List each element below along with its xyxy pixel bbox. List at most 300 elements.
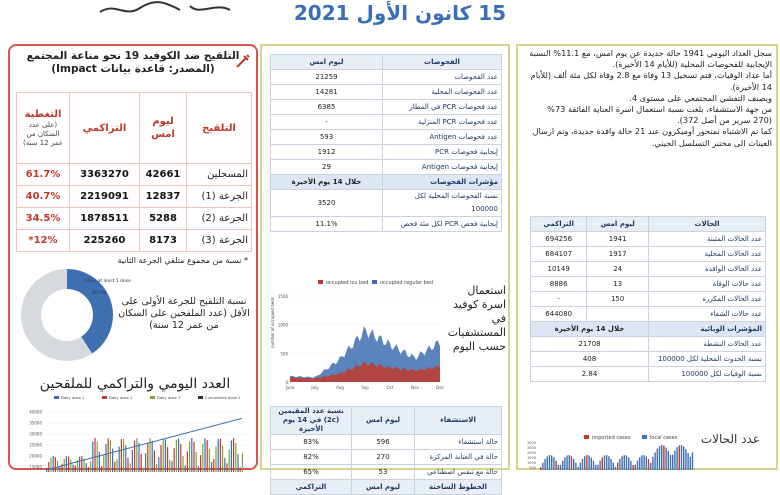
indicators-header: مؤشرات الفحوصات — [383, 175, 502, 190]
daily-bar — [665, 448, 666, 470]
col-header: ليوم امس — [271, 55, 383, 70]
daily-bar — [189, 441, 190, 472]
row-label: الجرعة (2) — [187, 208, 252, 230]
daily-bar — [577, 467, 578, 470]
daily-bar — [566, 455, 567, 470]
daily-bar — [163, 439, 164, 472]
daily-bar — [639, 457, 640, 470]
daily-bar — [108, 438, 109, 472]
cell-value: 2.84 — [531, 367, 649, 382]
x-tick-label: Nov — [411, 385, 419, 390]
cell-today — [587, 307, 649, 322]
daily-cases-plot — [522, 430, 702, 470]
daily-bar — [165, 439, 166, 472]
y-tick-label: 500 — [529, 466, 536, 470]
y-tick-label: 25000 — [29, 442, 42, 448]
cell-value: 1912 — [271, 145, 383, 160]
daily-bar — [204, 438, 205, 472]
legend-label: Daily dose 1 — [61, 395, 85, 400]
x-tick-label: July — [311, 385, 319, 390]
daily-bar — [613, 463, 614, 470]
table-row — [17, 208, 252, 230]
y-tick-label: 3000 — [527, 441, 536, 445]
daily-bar — [555, 461, 556, 470]
daily-bar — [595, 465, 596, 470]
daily-bar — [176, 440, 177, 472]
col-header: التراكمي — [70, 93, 140, 164]
daily-bar — [648, 459, 649, 470]
table-row — [531, 247, 766, 262]
cell-today: 13 — [587, 277, 649, 292]
row-label: الجرعة (3) — [187, 230, 252, 252]
y-tick-label: 20000 — [29, 453, 42, 459]
row-label: عدد الحالات النشطة — [649, 337, 766, 352]
daily-bar — [224, 458, 225, 472]
table-row — [271, 70, 502, 85]
legend-label: Daily dose 3 — [157, 395, 181, 400]
daily-bar — [215, 446, 216, 472]
table-row — [531, 307, 766, 322]
table-row — [271, 100, 502, 115]
summary-paragraph: من جهة الاستشفاء، بلغت نسبة استعمال اسرة العناية الفائقة 73% (270 سرير من أصل 372). — [547, 104, 772, 126]
vaccination-table — [16, 92, 252, 252]
indicators-header-row — [531, 322, 766, 337]
y-tick-label: 30000 — [29, 431, 42, 437]
page-title: 15 كانون الأول 2021 — [293, 1, 507, 25]
daily-bar — [207, 440, 208, 472]
table-row — [531, 262, 766, 277]
col-header: التلقيح — [187, 93, 252, 164]
cell-today: 42661 — [140, 164, 187, 186]
cell-coverage: 34.5% — [17, 208, 70, 230]
cell-total: 684107 — [531, 247, 587, 262]
daily-bar — [191, 438, 192, 472]
row-label: عدد الحالات الوافدة — [649, 262, 766, 277]
daily-bar — [558, 465, 559, 470]
daily-bar — [542, 463, 543, 470]
daily-bar — [48, 462, 49, 472]
daily-bar — [687, 453, 688, 470]
daily-bar — [92, 442, 93, 472]
daily-bar — [220, 439, 221, 472]
daily-bar — [182, 456, 183, 472]
daily-bar — [657, 449, 658, 470]
col-header: الفحوصات — [383, 55, 502, 70]
donut-label: 12y+ at least 1 dose — [84, 279, 131, 284]
daily-bar — [198, 466, 199, 472]
daily-bar — [637, 461, 638, 470]
daily-bar — [79, 457, 80, 472]
table-row — [531, 292, 766, 307]
daily-bar — [619, 459, 620, 470]
legend-swatch — [198, 396, 203, 399]
daily-bar — [606, 455, 607, 470]
daily-bar — [588, 455, 589, 470]
row-label: نسبة الوفيات لكل 100000 — [649, 367, 766, 382]
daily-bar — [50, 458, 51, 472]
daily-bar — [540, 467, 541, 470]
y-tick-label: 1000 — [277, 322, 288, 328]
y-tick-label: 0 — [285, 380, 288, 385]
daily-bar — [105, 444, 106, 472]
legend-label: occupied regular bed — [380, 280, 434, 286]
daily-bar — [130, 464, 131, 472]
daily-bar — [608, 456, 609, 470]
daily-bar — [81, 456, 82, 472]
cell-coverage: 12%* — [17, 230, 70, 252]
row-label: إيجابية فحوصات Antigen — [383, 160, 502, 175]
cell-today: 8173 — [140, 230, 187, 252]
daily-bar — [597, 465, 598, 470]
daily-bar — [231, 441, 232, 472]
cell-total: 8886 — [531, 277, 587, 292]
row-label: الجرعة (1) — [187, 186, 252, 208]
cell-value: 408 — [531, 352, 649, 367]
coverage-note: (على عدد السكان من عمر 12 سنة) — [23, 121, 63, 147]
daily-bar — [226, 463, 227, 472]
col-header-coverage — [17, 93, 70, 164]
daily-bar — [222, 446, 223, 472]
summary-text — [528, 48, 772, 149]
legend-swatch — [318, 280, 323, 284]
y-tick-label: 1500 — [527, 456, 536, 460]
daily-bar — [209, 449, 210, 472]
vaccination-panel — [8, 44, 258, 470]
daily-bar — [672, 455, 673, 470]
col-header: الاستشفاء — [415, 407, 502, 435]
row-label: نسبة الحدوث المحلية لكل 100000 — [649, 352, 766, 367]
daily-bar — [53, 456, 54, 472]
cell-total: 694256 — [531, 232, 587, 247]
row-label: عدد الحالات المكررة — [649, 292, 766, 307]
col-header: ليوم امس — [140, 93, 187, 164]
daily-bar — [103, 455, 104, 472]
daily-bar — [55, 457, 56, 472]
legend-label: imported cases — [592, 435, 631, 441]
daily-bar — [86, 463, 87, 472]
daily-bar — [617, 463, 618, 470]
daily-bar — [615, 467, 616, 470]
col-header: ليوم امس — [587, 217, 649, 232]
table-row — [271, 435, 502, 450]
table-row — [271, 450, 502, 465]
daily-bar — [160, 445, 161, 472]
daily-bar — [143, 468, 144, 472]
col-header: التراكمي — [271, 480, 352, 495]
daily-bar — [121, 439, 122, 472]
cell-value: 6385 — [271, 100, 383, 115]
cell-pct: 83% — [271, 435, 352, 450]
col-header: ليوم امس — [352, 407, 415, 435]
legend-swatch — [642, 435, 647, 439]
row-label: عدد الحالات المثبتة — [649, 232, 766, 247]
y-ticks — [29, 410, 250, 470]
x-ticks — [285, 385, 444, 390]
daily-bar — [593, 461, 594, 470]
daily-bar — [154, 450, 155, 472]
cell-today: 1917 — [587, 247, 649, 262]
daily-bar — [145, 453, 146, 472]
cell-today: 150 — [587, 292, 649, 307]
daily-bar — [99, 452, 100, 472]
row-label: عدد الفحوصات المحلية — [383, 85, 502, 100]
daily-bar — [167, 447, 168, 472]
daily-bar — [59, 466, 60, 472]
series — [290, 326, 440, 382]
cell-value: - — [271, 115, 383, 130]
row-label: عدد حالات الشفاء — [649, 307, 766, 322]
cell-total: 2219091 — [70, 186, 140, 208]
daily-bar — [580, 463, 581, 470]
summary-paragraph: ويصنف التفشي المجتمعي على مستوى 4. — [629, 92, 772, 103]
daily-bar — [643, 455, 644, 470]
daily-bar — [213, 459, 214, 472]
daily-bar — [75, 465, 76, 472]
daily-bars — [540, 445, 693, 470]
dose1-donut-chart — [22, 270, 131, 360]
calligraphy-decoration — [90, 0, 240, 20]
legend-label: Daily dose 2 — [109, 395, 133, 400]
daily-bar — [630, 461, 631, 470]
row-label: حالة في العناية المركزة — [415, 450, 502, 465]
daily-bar — [582, 459, 583, 470]
daily-bar — [641, 455, 642, 470]
y-tick-label: 2000 — [527, 451, 536, 455]
table-row — [271, 130, 502, 145]
indicators-header: المؤشرات الوبائية — [649, 322, 766, 337]
cell-value: 21259 — [271, 70, 383, 85]
daily-bar — [591, 457, 592, 470]
table-row — [271, 160, 502, 175]
daily-bar — [659, 446, 660, 470]
vaccination-footnote: * نسبة من مجموع متلقي الجرعة الثانية — [117, 256, 248, 265]
daily-bar — [70, 460, 71, 472]
daily-bar — [626, 456, 627, 470]
daily-bar — [575, 463, 576, 470]
daily-bar — [132, 450, 133, 472]
cases-table — [530, 216, 766, 382]
daily-bar — [180, 444, 181, 472]
daily-bar — [685, 449, 686, 470]
row-label: عدد فحوصات Antigen — [383, 130, 502, 145]
daily-bar — [110, 440, 111, 472]
cell-coverage: 40.7% — [17, 186, 70, 208]
cell-today: 596 — [352, 435, 415, 450]
daily-bar — [549, 455, 550, 470]
table-row — [531, 367, 766, 382]
cases-panel — [516, 44, 778, 470]
table-row — [17, 164, 252, 186]
cell-total: 10149 — [531, 262, 587, 277]
row-label: عدد فحوصات PCR المنزلية — [383, 115, 502, 130]
x-tick-label: Oct — [386, 385, 394, 390]
cell-pct: 82% — [271, 450, 352, 465]
daily-cases-caption: عدد الحالات — [700, 432, 760, 446]
row-label: نسبة الفحوصات المحلية لكل 100000 — [383, 190, 502, 217]
cell-total: 225260 — [70, 230, 140, 252]
table-row — [271, 145, 502, 160]
col-header: نسبة عدد المقيمين (2c) في 14 يوم الأخيرة — [271, 407, 352, 435]
table-row — [17, 186, 252, 208]
chart-legend — [54, 395, 241, 400]
daily-bar — [196, 452, 197, 472]
x-tick-label: June — [285, 385, 295, 390]
daily-bar — [158, 457, 159, 472]
cell-today: 24 — [587, 262, 649, 277]
daily-cases-chart — [522, 430, 776, 470]
daily-bar — [235, 443, 236, 472]
legend-swatch — [372, 280, 377, 284]
pie-caption: نسبة التلقيح للجرعة الأولى على الأقل (عدد الملقحين على السكان من عمر 12 سنة) — [118, 296, 250, 331]
daily-bar — [624, 455, 625, 470]
daily-bar — [602, 457, 603, 470]
daily-bar — [661, 445, 662, 470]
table-row — [531, 277, 766, 292]
daily-bar — [586, 455, 587, 470]
x-tick-label: Aug — [336, 385, 344, 390]
y-tick-label: 1000 — [527, 461, 536, 465]
daily-bar — [679, 445, 680, 470]
coverage-header: التغطية — [24, 109, 62, 120]
y-tick-label: 40000 — [29, 409, 42, 415]
legend-swatch — [150, 396, 155, 399]
daily-bar — [242, 453, 243, 472]
daily-bar — [547, 456, 548, 470]
cell-total: 644080 — [531, 307, 587, 322]
cell-today: 270 — [352, 450, 415, 465]
daily-bar — [599, 461, 600, 470]
cell-total: 1878511 — [70, 208, 140, 230]
bed-occupancy-chart — [268, 278, 508, 400]
cell-value: 29 — [271, 160, 383, 175]
daily-bar — [674, 450, 675, 470]
table-row — [531, 337, 766, 352]
daily-bar — [650, 463, 651, 470]
daily-bar — [560, 465, 561, 470]
daily-bar — [562, 461, 563, 470]
daily-bar — [628, 458, 629, 470]
table-row — [531, 352, 766, 367]
daily-bar — [692, 452, 693, 470]
daily-bar — [569, 455, 570, 470]
vaccination-source: (المصدر: قاعدة بيانات Impact) — [51, 63, 215, 75]
vaccination-title — [18, 50, 248, 76]
daily-bar — [571, 456, 572, 470]
summary-paragraph: سجل العداد اليومي 1941 حالة جديدة عن يوم امس، مع 11.1% النسبة الإيجابية للفحوصات المحلية (للأيام 14 الأخيرة). — [529, 48, 772, 70]
daily-bar — [564, 457, 565, 470]
tests-table — [270, 54, 502, 232]
daily-bar — [670, 455, 671, 470]
legend-label: occupied icu bed — [326, 280, 369, 286]
daily-bar — [136, 438, 137, 472]
daily-bar — [152, 441, 153, 472]
daily-bar — [646, 456, 647, 470]
daily-bar — [90, 461, 91, 472]
y-ticks — [527, 441, 536, 470]
daily-bar — [668, 451, 669, 470]
daily-bar — [138, 443, 139, 472]
col-header: ليوم امس — [352, 480, 415, 495]
daily-bar — [178, 438, 179, 472]
cell-pct: 65% — [271, 465, 352, 480]
legend-swatch — [584, 435, 589, 439]
daily-bar — [156, 464, 157, 472]
daily-bar — [652, 457, 653, 470]
y-tick-label: 15000 — [29, 464, 42, 470]
row-label: إيجابية فحوصات PCR — [383, 145, 502, 160]
row-label: عدد الحالات المحلية — [649, 247, 766, 262]
daily-bar — [551, 455, 552, 470]
daily-bar — [544, 459, 545, 470]
row-label: حالة مع تنفس اصطناعي — [415, 465, 502, 480]
y-tick-label: 2500 — [527, 446, 536, 450]
y-axis-label: number of occupied beds — [270, 297, 275, 348]
daily-bar — [584, 456, 585, 470]
row-label: عدد الفحوصات — [383, 70, 502, 85]
daily-bar — [681, 445, 682, 470]
daily-bar — [123, 439, 124, 472]
vaccination-chart-title: العدد اليومي والتراكمي للملقحين — [39, 376, 231, 392]
daily-bar — [683, 446, 684, 470]
daily-bar — [211, 462, 212, 472]
cell-value: 3520 — [271, 190, 383, 217]
daily-bar — [632, 465, 633, 470]
cell-today: 1941 — [587, 232, 649, 247]
row-label: إيجابية فحص PCR لكل مئة فحص — [383, 217, 502, 232]
table-row — [531, 232, 766, 247]
cell-today: 12837 — [140, 186, 187, 208]
cell-value: 14281 — [271, 85, 383, 100]
summary-paragraph: أما عداد الوفيات، فتم تسجيل 13 وفاة مع 2.8 وفاة لكل مئة ألف (للأيام 14 الأخيرة). — [530, 70, 772, 92]
daily-bar — [114, 462, 115, 472]
legend-swatch — [54, 396, 59, 399]
cumulative-line — [46, 418, 242, 470]
daily-bar — [147, 443, 148, 472]
daily-bar — [127, 458, 128, 472]
hospital-table — [270, 406, 502, 495]
cell-total: - — [531, 292, 587, 307]
y-tick-label: 35000 — [29, 420, 42, 426]
daily-bar — [663, 446, 664, 470]
daily-bar — [171, 461, 172, 472]
daily-bar — [141, 454, 142, 472]
donut-pct: 40.7% — [92, 291, 107, 296]
y-tick-label: 500 — [280, 351, 288, 357]
cell-value: 593 — [271, 130, 383, 145]
daily-bar — [94, 438, 95, 472]
cell-value: 11.1% — [271, 217, 383, 232]
daily-bar — [116, 459, 117, 472]
row-label: حالة استشفاء — [415, 435, 502, 450]
tests-panel — [260, 44, 510, 491]
daily-bar — [134, 441, 135, 472]
cell-value: 21708 — [531, 337, 649, 352]
legend-swatch — [102, 396, 107, 399]
indicators-period: خلال 14 يوم الأخيرة — [531, 322, 649, 337]
daily-bar — [193, 442, 194, 472]
syringe-icon — [234, 52, 252, 74]
daily-bar — [200, 455, 201, 472]
y-tick-label: 1500 — [277, 294, 288, 299]
daily-bar — [635, 465, 636, 470]
cell-coverage: 61.7% — [17, 164, 70, 186]
daily-bar — [237, 454, 238, 472]
daily-bar — [573, 459, 574, 470]
table-row — [271, 217, 502, 232]
daily-bar — [654, 452, 655, 470]
col-header: الخطوط الساخنة — [415, 480, 502, 495]
daily-bar — [676, 447, 677, 470]
